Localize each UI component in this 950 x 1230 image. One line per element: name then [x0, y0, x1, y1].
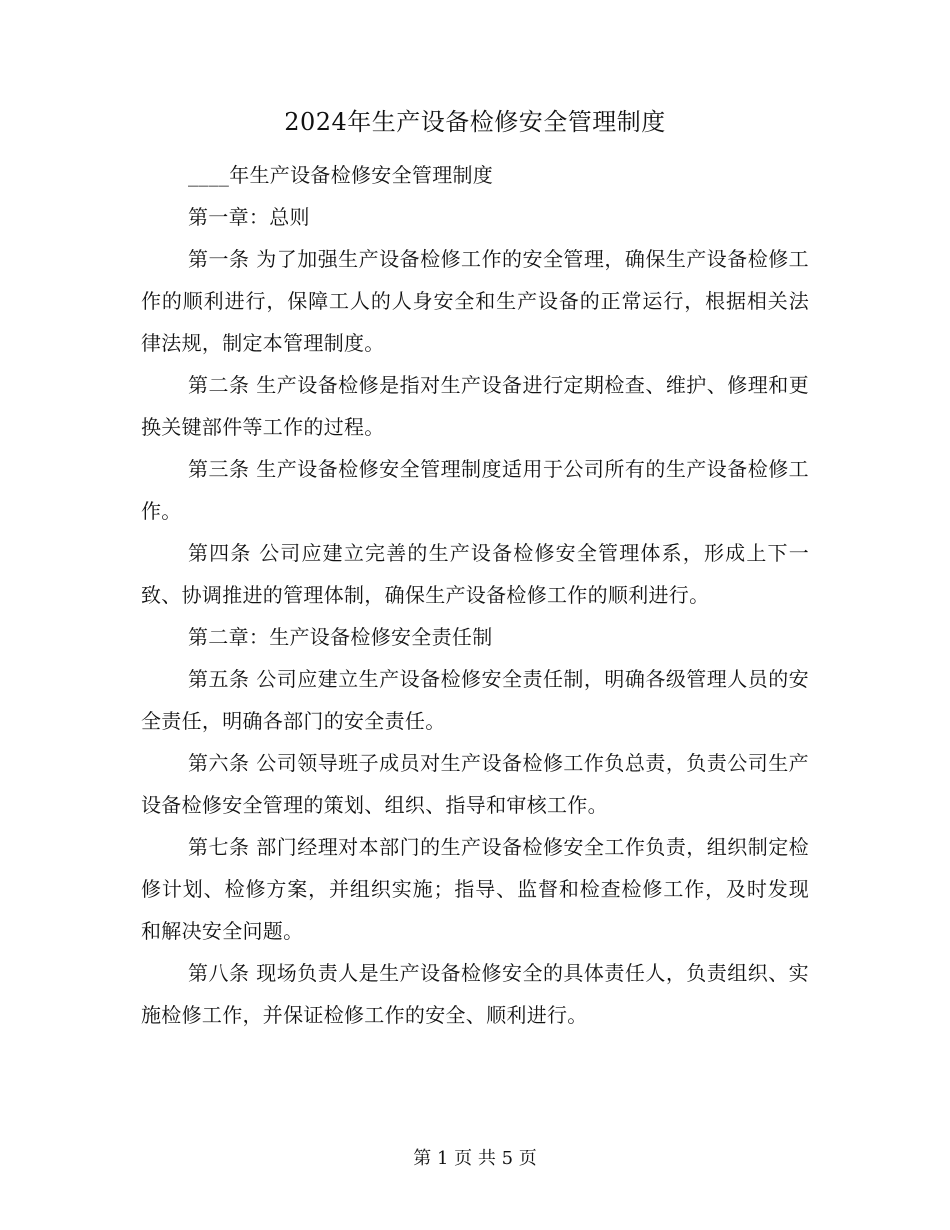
document-body	[141, 154, 809, 1036]
paragraph: 第八条 现场负责人是生产设备检修安全的具体责任人，负责组织、实施检修工作，并保证检修工作的安全、顺利进行。	[141, 961, 809, 1027]
paragraph: 第四条 公司应建立完善的生产设备检修安全管理体系，形成上下一致、协调推进的管理体制，确保生产设备检修工作的顺利进行。	[141, 541, 809, 607]
page-number: 第 1 页 共 5 页	[413, 1148, 537, 1169]
paragraph: 第三条 生产设备检修安全管理制度适用于公司所有的生产设备检修工作。	[141, 457, 809, 523]
paragraph: 第五条 公司应建立生产设备检修安全责任制，明确各级管理人员的安全责任，明确各部门的安全责任。	[141, 667, 809, 733]
paragraph: 第一条 为了加强生产设备检修工作的安全管理，确保生产设备检修工作的顺利进行，保障工人的人身安全和生产设备的正常运行，根据相关法律法规，制定本管理制度。	[141, 247, 809, 355]
paragraph: 第六条 公司领导班子成员对生产设备检修工作负总责，负责公司生产设备检修安全管理的策划、组织、指导和审核工作。	[141, 751, 809, 817]
page-footer	[0, 1146, 950, 1172]
document-title: 2024年生产设备检修安全管理制度	[284, 108, 666, 136]
paragraph: 第七条 部门经理对本部门的生产设备检修安全工作负责，组织制定检修计划、检修方案，并组织实施；指导、监督和检查检修工作，及时发现和解决安全问题。	[141, 835, 809, 943]
paragraph: ____年生产设备检修安全管理制度	[188, 163, 494, 187]
chapter-heading: 第二章：生产设备检修安全责任制	[188, 625, 493, 649]
chapter-heading: 第一章：总则	[188, 205, 310, 229]
paragraph: 第二条 生产设备检修是指对生产设备进行定期检查、维护、修理和更换关键部件等工作的过程。	[141, 373, 809, 439]
